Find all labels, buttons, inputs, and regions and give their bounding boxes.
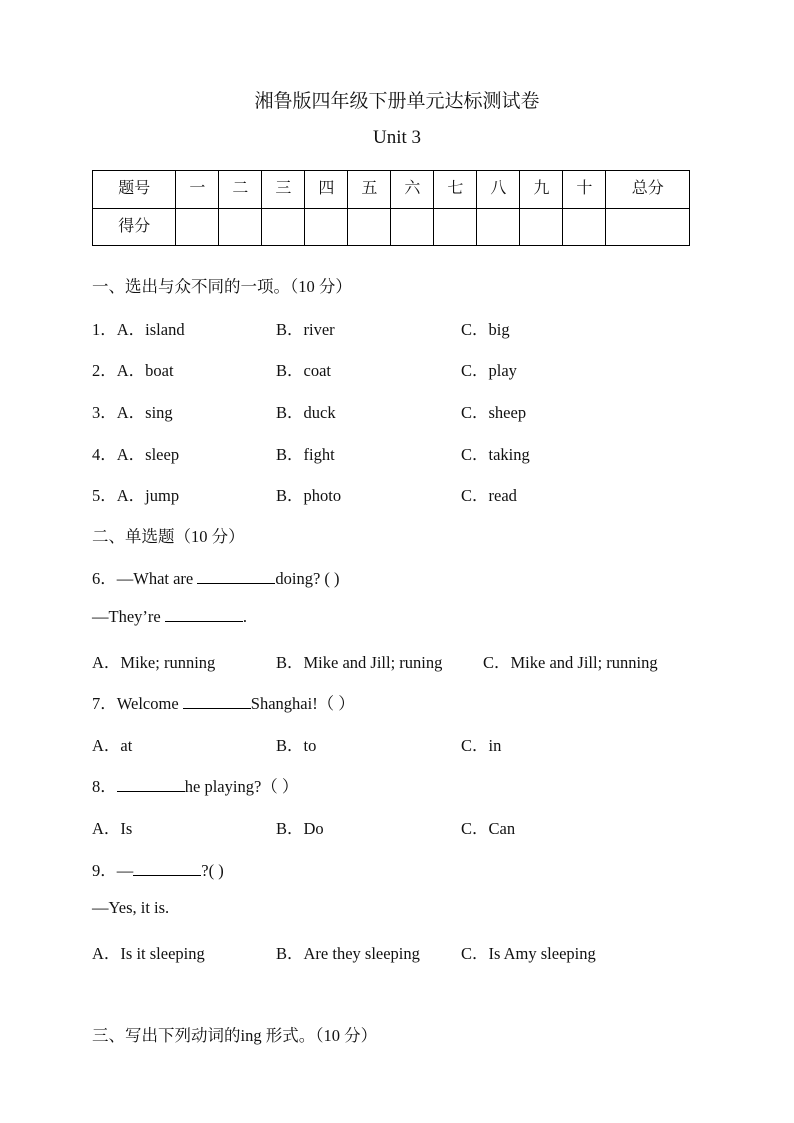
section1-heading: 一、选出与众不同的一项。（10 分） bbox=[92, 277, 352, 296]
question-3-option-b: B．duck bbox=[276, 403, 336, 422]
question-6-option-b: B．Mike and Jill; runing bbox=[276, 653, 443, 672]
question-6-response-text: —They’re bbox=[92, 607, 165, 626]
question-6-response-end: . bbox=[242, 607, 247, 626]
question-9-option-b: B．Are they sleeping bbox=[276, 944, 420, 963]
question-1-option-a: 1．A．island bbox=[92, 320, 185, 339]
question-9-stem bbox=[92, 857, 224, 881]
question-7-stem bbox=[92, 690, 355, 714]
score-cell[interactable] bbox=[477, 209, 520, 246]
question-6-text: 6．—What are bbox=[92, 569, 198, 588]
question-9-response: —Yes, it is. bbox=[92, 898, 170, 917]
score-cell[interactable] bbox=[563, 209, 606, 246]
score-cell[interactable] bbox=[606, 209, 690, 246]
question-6-response bbox=[92, 607, 247, 627]
question-8-text-end: he playing?（ ） bbox=[184, 777, 299, 796]
score-cell[interactable] bbox=[262, 209, 305, 246]
score-cell[interactable] bbox=[219, 209, 262, 246]
question-2-option-c: C．play bbox=[461, 361, 517, 380]
question-2-option-a: 2．A．boat bbox=[92, 361, 174, 380]
question-6-option-a: A．Mike; running bbox=[92, 653, 216, 672]
score-table bbox=[92, 170, 690, 246]
question-3-option-a: 3．A．sing bbox=[92, 403, 173, 422]
score-cell[interactable] bbox=[520, 209, 563, 246]
score-table-header-row bbox=[93, 171, 690, 209]
section2-heading: 二、单选题（10 分） bbox=[92, 527, 245, 546]
question-7-text: 7．Welcome bbox=[92, 694, 183, 713]
score-header-cell: 九 bbox=[520, 171, 563, 209]
score-cell[interactable] bbox=[348, 209, 391, 246]
score-header-cell: 七 bbox=[434, 171, 477, 209]
answer-blank[interactable] bbox=[165, 607, 243, 622]
question-8-option-b: B．Do bbox=[276, 819, 324, 838]
score-table-score-row bbox=[93, 209, 690, 246]
question-9-option-c: C．Is Amy sleeping bbox=[461, 944, 596, 963]
question-5-option-b: B．photo bbox=[276, 486, 342, 505]
question-2-option-b: B．coat bbox=[276, 361, 331, 380]
question-4-option-b: B．fight bbox=[276, 445, 335, 464]
question-4-option-a: 4．A．sleep bbox=[92, 445, 180, 464]
question-7-option-c: C．in bbox=[461, 736, 502, 755]
answer-blank[interactable] bbox=[133, 861, 201, 876]
question-1-option-b: B．river bbox=[276, 320, 335, 339]
question-3-option-c: C．sheep bbox=[461, 403, 527, 422]
question-7-option-b: B．to bbox=[276, 736, 317, 755]
score-header-cell: 十 bbox=[563, 171, 606, 209]
question-8-option-a: A．Is bbox=[92, 819, 133, 838]
score-header-cell: 八 bbox=[477, 171, 520, 209]
page-title: 湘鲁版四年级下册单元达标测试卷 bbox=[254, 91, 540, 112]
score-cell[interactable] bbox=[391, 209, 434, 246]
score-row-label: 得分 bbox=[93, 209, 176, 246]
page-subtitle: Unit 3 bbox=[372, 127, 422, 148]
question-6-stem bbox=[92, 565, 340, 589]
score-header-cell: 五 bbox=[348, 171, 391, 209]
score-cell[interactable] bbox=[434, 209, 477, 246]
score-header-cell: 三 bbox=[262, 171, 305, 209]
question-5-option-c: C．read bbox=[461, 486, 517, 505]
score-cell[interactable] bbox=[176, 209, 219, 246]
answer-blank[interactable] bbox=[197, 569, 275, 584]
question-9-option-a: A．Is it sleeping bbox=[92, 944, 205, 963]
question-9-text: 9．— bbox=[92, 861, 134, 880]
score-header-cell: 四 bbox=[305, 171, 348, 209]
question-7-text-end: Shanghai!（ ） bbox=[250, 694, 355, 713]
question-8-stem bbox=[92, 773, 298, 797]
section3-heading: 三、写出下列动词的ing 形式。（10 分） bbox=[92, 1026, 378, 1045]
question-4-option-c: C．taking bbox=[461, 445, 530, 464]
question-1-option-c: C．big bbox=[461, 320, 510, 339]
score-header-cell: 题号 bbox=[93, 171, 176, 209]
question-8-text: 8． bbox=[92, 777, 117, 796]
question-8-option-c: C．Can bbox=[461, 819, 516, 838]
question-7-option-a: A．at bbox=[92, 736, 133, 755]
score-header-cell: 六 bbox=[391, 171, 434, 209]
question-6-text-end: doing? ( ) bbox=[275, 569, 340, 588]
score-header-cell: 二 bbox=[219, 171, 262, 209]
score-header-cell: 总分 bbox=[606, 171, 690, 209]
answer-blank[interactable] bbox=[117, 777, 185, 792]
question-6-option-c: C．Mike and Jill; running bbox=[483, 653, 658, 672]
score-cell[interactable] bbox=[305, 209, 348, 246]
score-header-cell: 一 bbox=[176, 171, 219, 209]
answer-blank[interactable] bbox=[183, 694, 251, 709]
question-9-text-end: ?( ) bbox=[201, 861, 224, 880]
question-5-option-a: 5．A．jump bbox=[92, 486, 180, 505]
